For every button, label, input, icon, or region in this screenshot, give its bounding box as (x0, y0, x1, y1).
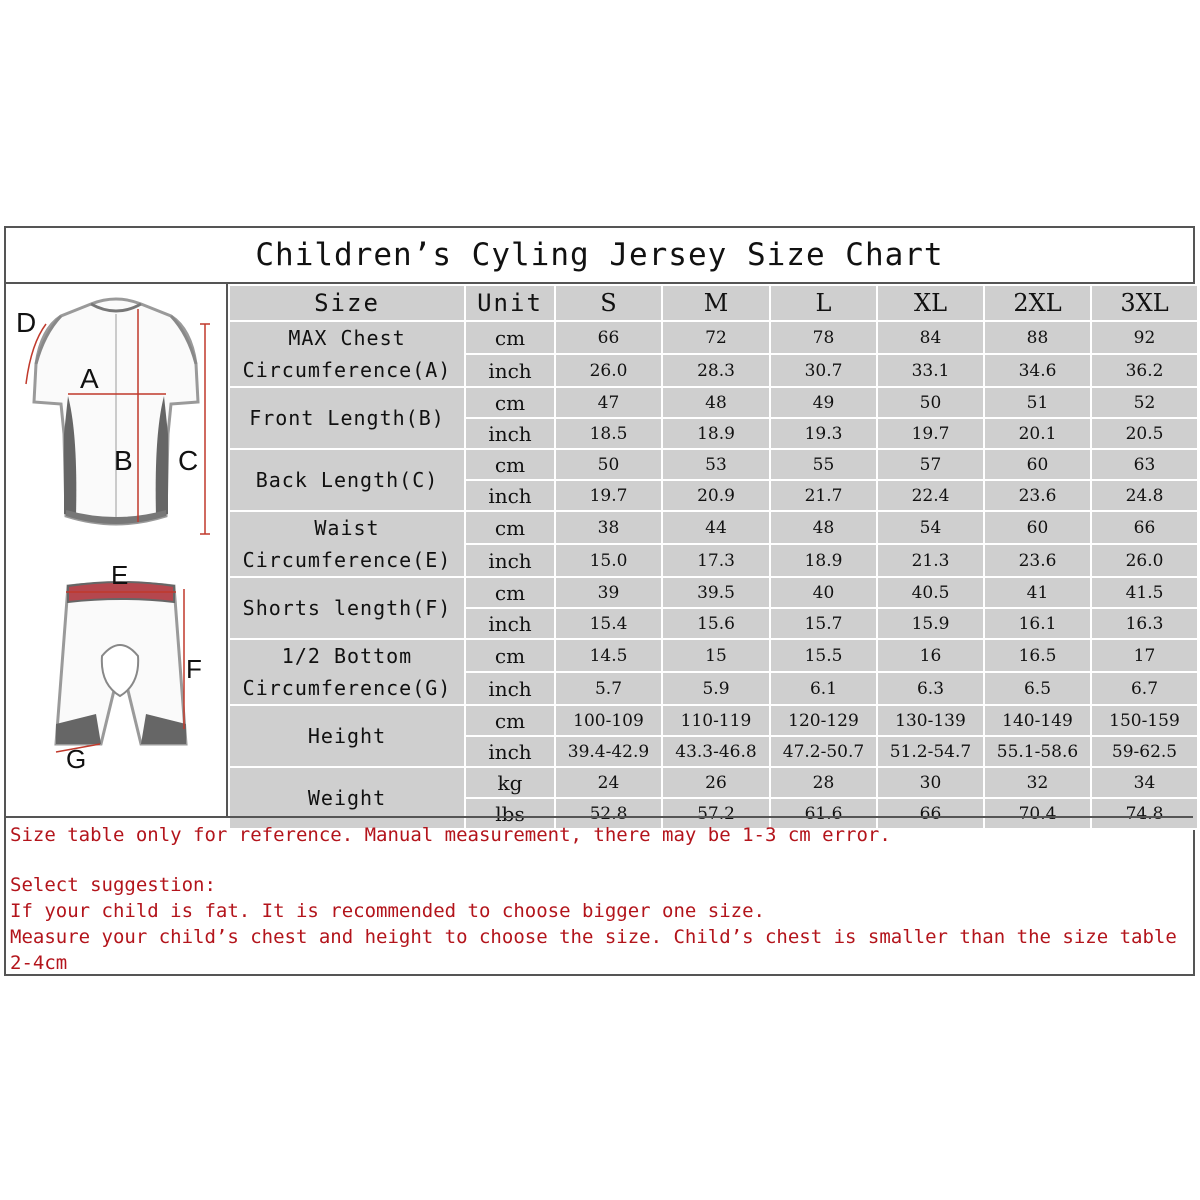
value-cell: 66 (1091, 511, 1198, 544)
value-cell: 5.7 (555, 672, 662, 705)
jersey-icon (34, 299, 198, 524)
table-row (229, 767, 1198, 798)
value-cell: 20.5 (1091, 418, 1198, 449)
header-size-2xl: 2XL (984, 285, 1091, 321)
value-cell: 15.9 (877, 608, 984, 639)
value-cell: 51.2-54.7 (877, 736, 984, 767)
header-size-s: S (555, 285, 662, 321)
value-cell: 41 (984, 577, 1091, 608)
value-cell: 59-62.5 (1091, 736, 1198, 767)
value-cell: 34.6 (984, 354, 1091, 387)
value-cell: 30 (877, 767, 984, 798)
value-cell: 26 (662, 767, 770, 798)
value-cell: 19.3 (770, 418, 877, 449)
measurement-label: Shorts length(F) (229, 577, 465, 639)
header-unit: Unit (465, 285, 555, 321)
unit-cell: inch (465, 608, 555, 639)
value-cell: 66 (877, 798, 984, 829)
measurement-label: Waist Circumference(E) (229, 511, 465, 577)
value-cell: 66 (555, 321, 662, 354)
note-suggestion-2: Measure your child’s chest and height to choose the size. Child’s chest is smaller than the size table 2-4cm (10, 926, 1177, 974)
unit-cell: kg (465, 767, 555, 798)
table-row (229, 321, 1198, 354)
value-cell: 6.7 (1091, 672, 1198, 705)
value-cell: 18.9 (770, 544, 877, 577)
value-cell: 19.7 (555, 480, 662, 511)
value-cell: 20.9 (662, 480, 770, 511)
value-cell: 51 (984, 387, 1091, 418)
label-f: F (186, 654, 202, 684)
value-cell: 6.5 (984, 672, 1091, 705)
size-table (228, 284, 1199, 830)
unit-cell: cm (465, 639, 555, 672)
unit-cell: inch (465, 672, 555, 705)
value-cell: 70.4 (984, 798, 1091, 829)
value-cell: 30.7 (770, 354, 877, 387)
value-cell: 19.7 (877, 418, 984, 449)
value-cell: 57 (877, 449, 984, 480)
value-cell: 60 (984, 449, 1091, 480)
value-cell: 57.2 (662, 798, 770, 829)
unit-cell: inch (465, 544, 555, 577)
value-cell: 5.9 (662, 672, 770, 705)
value-cell: 54 (877, 511, 984, 544)
size-chart-sheet (4, 226, 1195, 976)
unit-cell: inch (465, 354, 555, 387)
header-size-l: L (770, 285, 877, 321)
label-b: B (114, 445, 133, 476)
value-cell: 20.1 (984, 418, 1091, 449)
value-cell: 50 (555, 449, 662, 480)
value-cell: 16.3 (1091, 608, 1198, 639)
note-suggestion-1: If your child is fat. It is recommended to choose bigger one size. (10, 900, 765, 922)
value-cell: 88 (984, 321, 1091, 354)
value-cell: 38 (555, 511, 662, 544)
value-cell: 40 (770, 577, 877, 608)
value-cell: 24 (555, 767, 662, 798)
table-row (229, 639, 1198, 672)
value-cell: 16.1 (984, 608, 1091, 639)
unit-cell: lbs (465, 798, 555, 829)
header-size: Size (229, 285, 465, 321)
value-cell: 22.4 (877, 480, 984, 511)
value-cell: 33.1 (877, 354, 984, 387)
value-cell: 28.3 (662, 354, 770, 387)
value-cell: 110-119 (662, 705, 770, 736)
unit-cell: cm (465, 387, 555, 418)
unit-cell: cm (465, 705, 555, 736)
value-cell: 14.5 (555, 639, 662, 672)
garment-diagram (6, 284, 228, 816)
notes-section (6, 816, 1193, 974)
value-cell: 34 (1091, 767, 1198, 798)
unit-cell: inch (465, 736, 555, 767)
value-cell: 47 (555, 387, 662, 418)
header-size-3xl: 3XL (1091, 285, 1198, 321)
measurement-label: Front Length(B) (229, 387, 465, 449)
value-cell: 72 (662, 321, 770, 354)
value-cell: 39 (555, 577, 662, 608)
unit-cell: cm (465, 511, 555, 544)
value-cell: 16 (877, 639, 984, 672)
value-cell: 39.5 (662, 577, 770, 608)
unit-cell: inch (465, 418, 555, 449)
chart-title: Children’s Cyling Jersey Size Chart (6, 228, 1193, 284)
header-size-xl: XL (877, 285, 984, 321)
value-cell: 21.7 (770, 480, 877, 511)
label-a: A (80, 363, 99, 394)
value-cell: 48 (662, 387, 770, 418)
value-cell: 15.6 (662, 608, 770, 639)
value-cell: 26.0 (555, 354, 662, 387)
value-cell: 28 (770, 767, 877, 798)
value-cell: 84 (877, 321, 984, 354)
value-cell: 150-159 (1091, 705, 1198, 736)
measurement-label: Weight (229, 767, 465, 829)
value-cell: 6.3 (877, 672, 984, 705)
value-cell: 15 (662, 639, 770, 672)
value-cell: 21.3 (877, 544, 984, 577)
table-row (229, 449, 1198, 480)
value-cell: 32 (984, 767, 1091, 798)
measurement-label: MAX Chest Circumference(A) (229, 321, 465, 387)
value-cell: 24.8 (1091, 480, 1198, 511)
value-cell: 23.6 (984, 480, 1091, 511)
size-table-body (229, 321, 1198, 829)
value-cell: 18.9 (662, 418, 770, 449)
header-size-m: M (662, 285, 770, 321)
note-reference: Size table only for reference. Manual measurement, there may be 1-3 cm error. (10, 824, 891, 846)
value-cell: 48 (770, 511, 877, 544)
value-cell: 74.8 (1091, 798, 1198, 829)
measurement-label: Height (229, 705, 465, 767)
table-row (229, 577, 1198, 608)
shorts-icon (56, 582, 186, 744)
value-cell: 16.5 (984, 639, 1091, 672)
value-cell: 63 (1091, 449, 1198, 480)
label-d: D (16, 307, 37, 338)
value-cell: 43.3-46.8 (662, 736, 770, 767)
value-cell: 55 (770, 449, 877, 480)
value-cell: 18.5 (555, 418, 662, 449)
value-cell: 60 (984, 511, 1091, 544)
value-cell: 15.0 (555, 544, 662, 577)
value-cell: 50 (877, 387, 984, 418)
value-cell: 17.3 (662, 544, 770, 577)
value-cell: 52.8 (555, 798, 662, 829)
value-cell: 44 (662, 511, 770, 544)
unit-cell: cm (465, 321, 555, 354)
value-cell: 17 (1091, 639, 1198, 672)
value-cell: 41.5 (1091, 577, 1198, 608)
value-cell: 78 (770, 321, 877, 354)
value-cell: 47.2-50.7 (770, 736, 877, 767)
value-cell: 49 (770, 387, 877, 418)
unit-cell: cm (465, 577, 555, 608)
value-cell: 52 (1091, 387, 1198, 418)
table-row (229, 387, 1198, 418)
value-cell: 6.1 (770, 672, 877, 705)
value-cell: 140-149 (984, 705, 1091, 736)
garment-illustration (6, 284, 228, 816)
value-cell: 39.4-42.9 (555, 736, 662, 767)
unit-cell: cm (465, 449, 555, 480)
table-row (229, 511, 1198, 544)
unit-cell: inch (465, 480, 555, 511)
value-cell: 61.6 (770, 798, 877, 829)
value-cell: 53 (662, 449, 770, 480)
value-cell: 92 (1091, 321, 1198, 354)
value-cell: 130-139 (877, 705, 984, 736)
value-cell: 15.5 (770, 639, 877, 672)
value-cell: 26.0 (1091, 544, 1198, 577)
value-cell: 40.5 (877, 577, 984, 608)
note-suggestion-title: Select suggestion: (10, 874, 216, 896)
measurement-label: Back Length(C) (229, 449, 465, 511)
label-e: E (111, 560, 129, 590)
table-row (229, 705, 1198, 736)
value-cell: 120-129 (770, 705, 877, 736)
value-cell: 55.1-58.6 (984, 736, 1091, 767)
value-cell: 15.7 (770, 608, 877, 639)
value-cell: 100-109 (555, 705, 662, 736)
measurement-label: 1/2 Bottom Circumference(G) (229, 639, 465, 705)
value-cell: 23.6 (984, 544, 1091, 577)
value-cell: 15.4 (555, 608, 662, 639)
value-cell: 36.2 (1091, 354, 1198, 387)
label-c: C (178, 445, 199, 476)
label-g: G (66, 744, 87, 774)
header-row (229, 285, 1198, 321)
